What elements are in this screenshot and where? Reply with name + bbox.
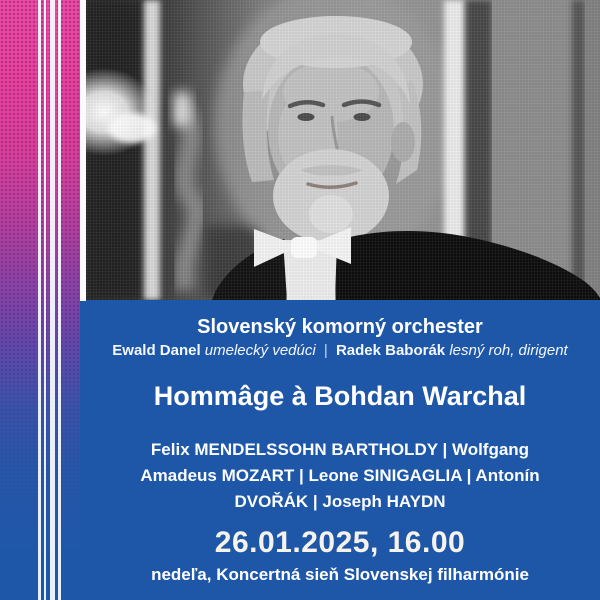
composers-line-2: Amadeus MOZART | Leone SINIGAGLIA | Antonín [140, 466, 540, 485]
vertical-stripe-4 [58, 0, 61, 600]
concert-datetime: 26.01.2025, 16.00 [214, 526, 466, 559]
vertical-stripe-2 [44, 0, 46, 600]
vertical-stripe-1 [38, 0, 41, 600]
artistic-leader-role: umelecký vedúci [204, 342, 316, 359]
poster-text-block [80, 300, 600, 600]
portrait-illustration [86, 0, 600, 300]
artistic-leader-name: Ewald Danel [112, 342, 201, 359]
conductor-name: Radek Baborák [335, 342, 446, 359]
credits-separator: | [323, 342, 328, 359]
concert-title: Hommâge à Bohdan Warchal [153, 381, 527, 411]
orchestra-name: Slovenský komorný orchester [197, 316, 483, 338]
warchal-portrait-photo [86, 0, 600, 300]
composers-list [80, 437, 600, 515]
concert-venue: nedeľa, Koncertná sieň Slovenskej filharmónie [151, 565, 529, 584]
composers-line-1: Felix MENDELSSOHN BARTHOLDY | Wolfgang [150, 440, 530, 459]
vertical-stripe-3 [50, 0, 55, 600]
conductor-role: lesný roh, dirigent [449, 342, 568, 359]
photo-left-white-border [80, 0, 86, 301]
credits-line [80, 340, 600, 361]
composers-line-3: DVOŘÁK | Joseph HAYDN [234, 492, 446, 511]
gradient-stripe-sidebar [0, 0, 80, 600]
